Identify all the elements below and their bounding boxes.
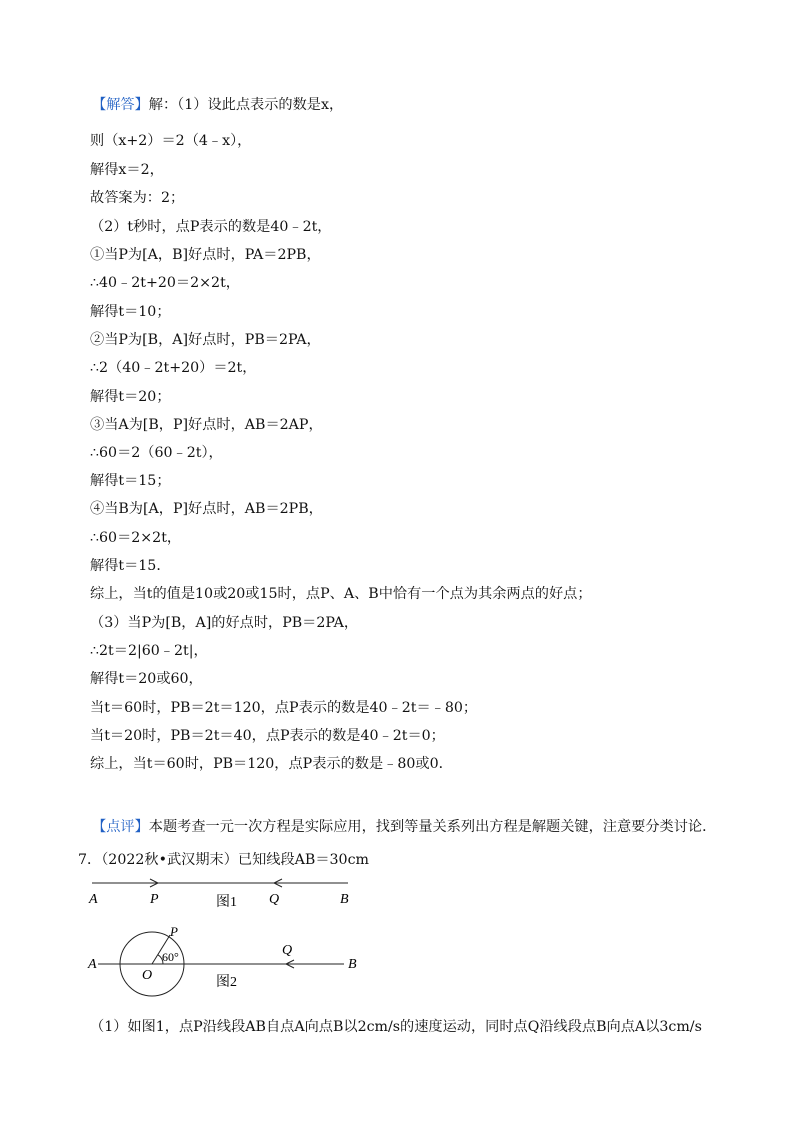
solution-line [90,698,477,718]
solution-line [90,188,184,208]
section-tag: 【点评】 [92,819,149,835]
solution-line [92,817,716,837]
label-p: P [150,892,159,907]
solution-line [92,95,343,115]
figure-1-svg [86,872,366,912]
line-text: 综上，当t的值是10或20或15时，点P、A、B中恰有一个点为其余两点的好点； [90,586,592,602]
solution-line [90,358,256,378]
solution-line [90,131,251,151]
figure-2 [86,918,376,1000]
line-text: 解得t＝15； [90,473,171,489]
line-text: ∴40﹣2t+20＝2×2t， [90,275,240,291]
label-o: O [142,968,153,983]
line-text: 故答案为：2； [90,190,185,206]
line-text: 当t＝60时，PB＝2t＝120，点P表示的数是40﹣2t＝﹣80； [90,700,478,716]
line-text: 本题考查一元一次方程是实际应用，找到等量关系列出方程是解题关键，注意要分类讨论． [148,819,717,835]
line-text: ④当B为[A，P]好点时，AB＝2PB， [90,501,323,517]
line-text: 综上，当t＝60时，PB＝120，点P表示的数是﹣80或0． [90,756,453,772]
line-text: 解得x＝2， [90,162,164,178]
solution-line [90,302,171,322]
question-line [78,850,369,870]
solution-line [90,443,223,463]
figure-2-svg [86,918,376,1000]
solution-line [90,584,592,604]
question-part-1: （1）如图1，点P沿线段AB自点A向点B以2cm/s的速度运动，同时点Q沿线段点B向点A以3cm/s [90,1019,702,1035]
line-text: 则（x+2）＝2（4﹣x）， [90,133,252,149]
line-text: ①当P为[A，B]好点时，PA＝2PB， [90,247,321,263]
figure-1 [86,872,366,912]
solution-line [90,217,332,237]
line-text: ②当P为[B，A]好点时，PB＝2PA， [90,332,321,348]
line-text: ∴60＝2×2t， [90,530,182,546]
solution-line [90,160,164,180]
solution-line [90,528,181,548]
solution-line [90,613,358,633]
line-text: ③当A为[B，P]好点时，AB＝2AP， [90,417,323,433]
solution-line [90,245,321,265]
label-angle: 60° [162,950,179,964]
question-text: （2022秋•武汉期末）已知线段AB＝30cm [101,852,369,868]
label-p: P [170,924,178,939]
label-b: B [340,892,349,907]
section-tag: 【解答】 [92,97,149,113]
line-text: 解得t＝20或60， [90,671,203,687]
line-text: 解得t＝20； [90,389,171,405]
solution-line [90,415,323,435]
line-text: 解得t＝10； [90,304,171,320]
solution-line [90,387,171,407]
question-number: 7． [78,852,102,868]
solution-line [90,330,321,350]
label-q: Q [282,943,293,958]
label-b: B [348,957,357,972]
label-q: Q [269,892,280,907]
line-text: （3）当P为[B，A]的好点时，PB＝2PA， [90,615,359,631]
solution-line [90,471,171,491]
solution-line [90,499,323,519]
label-a: A [89,892,98,907]
line-text: ∴60＝2（60﹣2t）， [90,445,223,461]
label-a: A [88,957,97,972]
line-text: （2）t秒时，点P表示的数是40﹣2t， [90,219,332,235]
line-text: ∴2（40﹣2t+20）＝2t， [90,360,257,376]
figure-2-caption: 图2 [216,975,237,990]
line-text: ∴2t＝2|60﹣2t|， [90,643,208,659]
solution-line [90,556,171,576]
solution-line [90,273,240,293]
line-text: 当t＝20时，PB＝2t＝40，点P表示的数是40﹣2t＝0； [90,728,445,744]
figure-1-caption: 图1 [216,895,237,910]
solution-line [90,669,203,689]
line-text: 解得t＝15． [90,558,171,574]
solution-line [90,726,445,746]
line-text: 解：（1）设此点表示的数是x， [148,97,344,113]
solution-line [90,754,453,774]
solution-line [90,641,208,661]
